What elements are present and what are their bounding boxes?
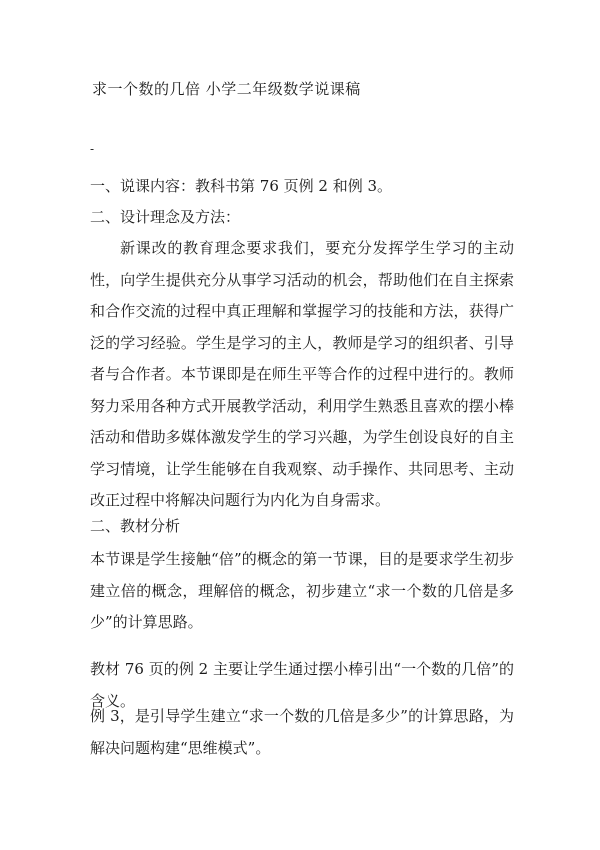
section-3-paragraph-2: 教材 76 页的例 2 主要让学生通过摆小棒引出“一个数的几倍”的含义。 <box>90 660 514 710</box>
section-3-heading: 二、教材分析 <box>90 517 181 535</box>
separator-mark: - <box>90 142 95 156</box>
section-3-paragraph-1: 本节课是学生接触“倍”的概念的第一节课，目的是要求学生初步建立倍的概念，理解倍的概念，初步建立“求一个数的几倍是多少”的计算思路。 <box>90 550 514 631</box>
section-2-heading: 二、设计理念及方法： <box>90 208 241 226</box>
section-3-paragraph-3: 例 3，是引导学生建立“求一个数的几倍是多少”的计算思路，为解决问题构建“思维模式”。 <box>90 707 514 757</box>
section-2-body: 新课改的教育理念要求我们，要充分发挥学生学习的主动性，向学生提供充分从事学习活动的机会，帮助他们在自主探索和合作交流的过程中真正理解和掌握学习的技能和方法，获得广泛的学习经验。学生是学习的主人，教师是学习的组织者、引导者与合作者。本节课即是在师生平等合作的过程中进行的。教师努力采用各种方式开展教学活动，利用学生熟悉且喜欢的摆小棒活动和借助多媒体激发学生的学习兴趣，为学生创设良好的自主学习情境，让学生能够在自我观察、动手操作、共同思考、主动改正过程中将解决问题行为内化为自身需求。 <box>90 239 514 509</box>
document-title: 求一个数的几倍 小学二年级数学说课稿 <box>92 80 361 98</box>
section-1-content: 一、说课内容：教科书第 76 页例 2 和例 3。 <box>90 177 393 195</box>
